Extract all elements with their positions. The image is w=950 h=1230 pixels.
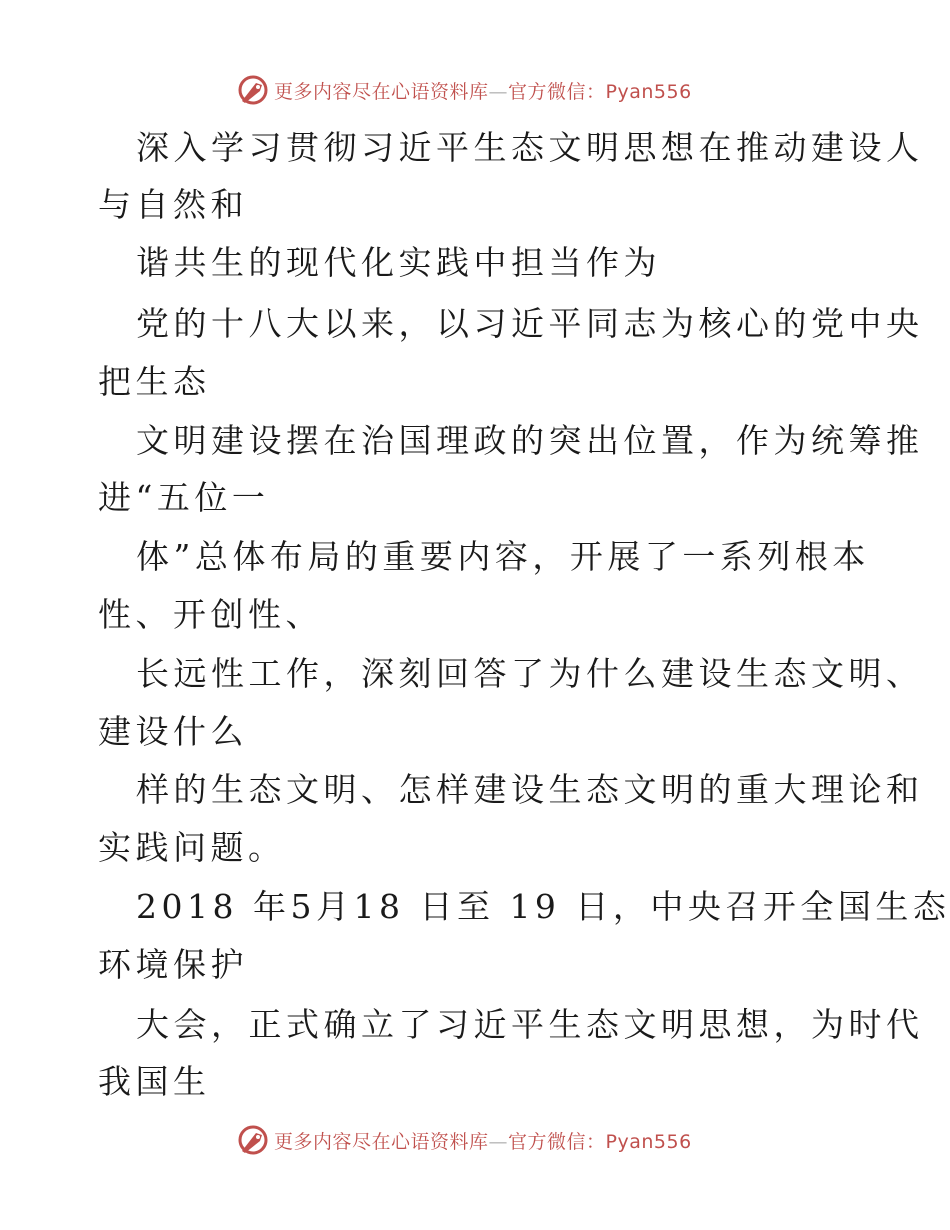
- header-watermark: [236, 72, 692, 108]
- pen-nib-icon: [236, 1123, 270, 1157]
- text-line-5: 把生态: [98, 362, 211, 401]
- text-line-6: 文明建设摆在治国理政的突出位置，作为统筹推: [136, 421, 924, 460]
- text-line-1: 深入学习贯彻习近平生态文明思想在推动建设人: [136, 128, 924, 167]
- text-line-15: 环境保护: [98, 945, 248, 984]
- text-line-8: 体”总体布局的重要内容，开展了一系列根本: [136, 537, 870, 576]
- text-line-17: 我国生: [98, 1062, 211, 1101]
- watermark-text: 更多内容尽在心语资料库—官方微信：Pyan556: [274, 80, 692, 103]
- text-line-9: 性、开创性、: [98, 595, 323, 634]
- pen-nib-icon: [236, 73, 270, 107]
- text-line-11: 建设什么: [98, 712, 248, 751]
- text-line-7: 进“五位一: [98, 478, 270, 517]
- text-line-16: 大会，正式确立了习近平生态文明思想，为时代: [136, 1005, 924, 1044]
- watermark-text: 更多内容尽在心语资料库—官方微信：Pyan556: [274, 1130, 692, 1153]
- text-line-4: 党的十八大以来，以习近平同志为核心的党中央: [136, 304, 924, 343]
- text-line-10: 长远性工作，深刻回答了为什么建设生态文明、: [136, 654, 924, 693]
- text-line-3: 谐共生的现代化实践中担当作为: [136, 243, 661, 282]
- text-line-12: 样的生态文明、怎样建设生态文明的重大理论和: [136, 770, 924, 809]
- text-line-14: 2018 年5月18 日至 19 日，中央召开全国生态: [136, 887, 950, 926]
- footer-watermark: [236, 1122, 692, 1158]
- text-line-13: 实践问题。: [98, 828, 286, 867]
- text-line-2: 与自然和: [98, 185, 248, 224]
